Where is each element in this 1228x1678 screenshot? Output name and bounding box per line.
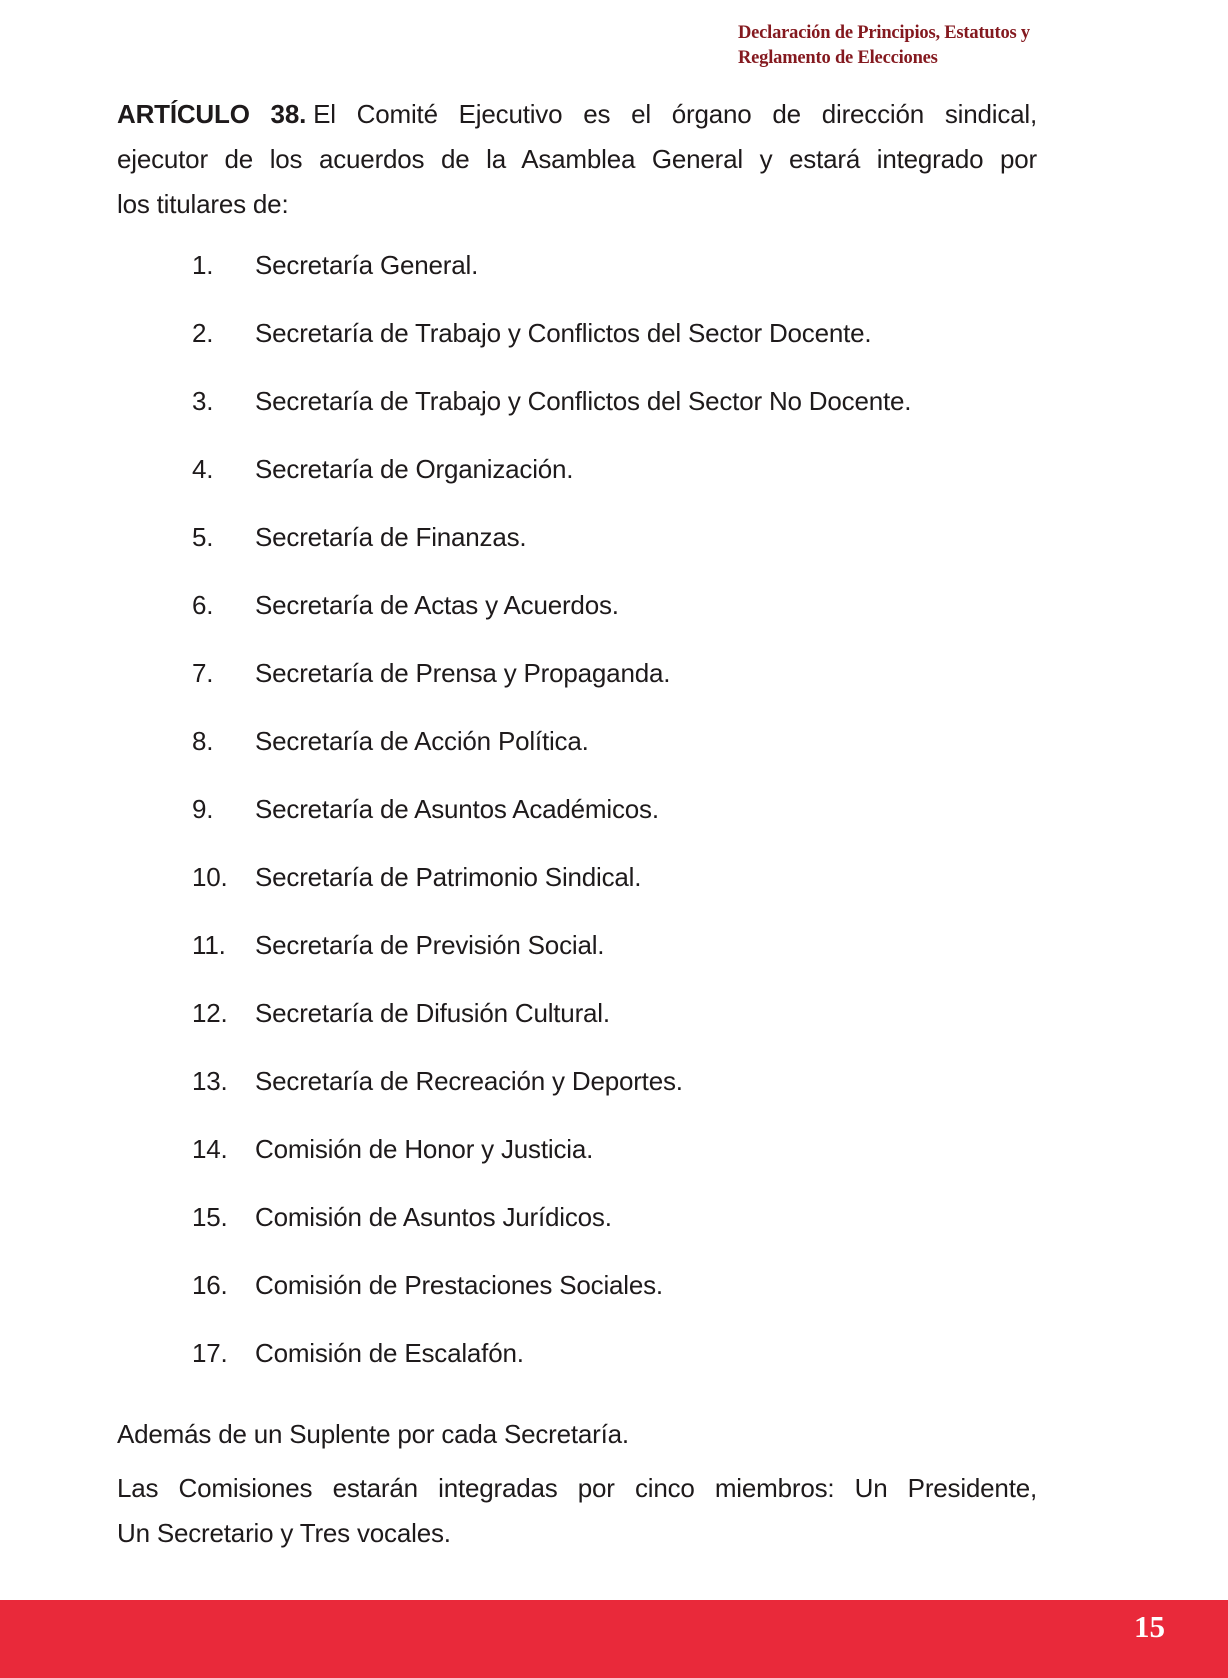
list-item-number: 8. — [192, 726, 214, 756]
article-line-3: los titulares de: — [117, 189, 289, 219]
list-item-number: 16. — [192, 1270, 228, 1300]
list-item-number: 1. — [192, 250, 214, 280]
list-item-text: Secretaría General. — [255, 250, 479, 280]
article-line-1-text: El Comité Ejecutivo es el órgano de dirección sindical, — [313, 99, 1037, 129]
list-item-text: Secretaría de Finanzas. — [255, 522, 527, 552]
list-item — [192, 923, 1037, 968]
list-item — [192, 787, 1037, 832]
list-item-number: 5. — [192, 522, 214, 552]
list-item — [192, 991, 1037, 1036]
comisiones-line-1: Las Comisiones estarán integradas por cinco miembros: Un Presidente, — [117, 1473, 1037, 1503]
list-item-text: Secretaría de Previsión Social. — [255, 930, 605, 960]
list-item — [192, 243, 1037, 288]
list-item-text: Comisión de Asuntos Jurídicos. — [255, 1202, 612, 1232]
document-header — [738, 21, 1030, 71]
list-item — [192, 311, 1037, 356]
list-item-number: 12. — [192, 998, 228, 1028]
list-item-text: Comisión de Escalafón. — [255, 1338, 524, 1368]
suplente-paragraph: Además de un Suplente por cada Secretaría. — [117, 1419, 629, 1449]
list-item-text: Secretaría de Trabajo y Conflictos del Sector No Docente. — [255, 386, 912, 416]
list-item-number: 3. — [192, 386, 214, 416]
list-item-number: 2. — [192, 318, 214, 348]
list-item — [192, 447, 1037, 492]
list-item-number: 14. — [192, 1134, 228, 1164]
list-item-number: 9. — [192, 794, 214, 824]
list-item — [192, 1331, 1037, 1376]
list-item-text: Secretaría de Acción Política. — [255, 726, 589, 756]
list-item-number: 11. — [192, 930, 226, 960]
list-item-text: Secretaría de Difusión Cultural. — [255, 998, 610, 1028]
list-item-text: Secretaría de Trabajo y Conflictos del Sector Docente. — [255, 318, 872, 348]
list-item-number: 6. — [192, 590, 214, 620]
list-item-text: Secretaría de Prensa y Propaganda. — [255, 658, 671, 688]
list-item — [192, 855, 1037, 900]
list-item — [192, 379, 1037, 424]
secretarias-list — [192, 243, 1037, 1399]
list-item — [192, 1127, 1037, 1172]
comisiones-line-2: Un Secretario y Tres vocales. — [117, 1518, 451, 1548]
list-item-number: 15. — [192, 1202, 228, 1232]
list-item-number: 13. — [192, 1066, 228, 1096]
list-item — [192, 583, 1037, 628]
list-item-text: Secretaría de Organización. — [255, 454, 574, 484]
list-item-text: Secretaría de Actas y Acuerdos. — [255, 590, 619, 620]
list-item — [192, 1059, 1037, 1104]
header-line-2: Reglamento de Elecciones — [738, 48, 938, 68]
article-line-1 — [117, 92, 1037, 137]
list-item — [192, 651, 1037, 696]
list-item-text: Secretaría de Patrimonio Sindical. — [255, 862, 642, 892]
article-paragraph — [117, 92, 1037, 227]
list-item — [192, 1195, 1037, 1240]
list-item-number: 10. — [192, 862, 228, 892]
list-item-number: 17. — [192, 1338, 228, 1368]
list-item-number: 7. — [192, 658, 214, 688]
list-item-text: Secretaría de Recreación y Deportes. — [255, 1066, 683, 1096]
list-item — [192, 515, 1037, 560]
list-item-text: Secretaría de Asuntos Académicos. — [255, 794, 659, 824]
list-item-number: 4. — [192, 454, 214, 484]
list-item — [192, 719, 1037, 764]
page-number: 15 — [1134, 1609, 1165, 1644]
header-line-1: Declaración de Principios, Estatutos y — [738, 23, 1030, 43]
comisiones-paragraph — [117, 1466, 1037, 1556]
article-line-2: ejecutor de los acuerdos de la Asamblea General y estará integrado por — [117, 144, 1037, 174]
footer-red-bar — [0, 1600, 1228, 1678]
article-number-label: ARTÍCULO 38. — [117, 99, 307, 129]
list-item — [192, 1263, 1037, 1308]
list-item-text: Comisión de Prestaciones Sociales. — [255, 1270, 663, 1300]
list-item-text: Comisión de Honor y Justicia. — [255, 1134, 594, 1164]
